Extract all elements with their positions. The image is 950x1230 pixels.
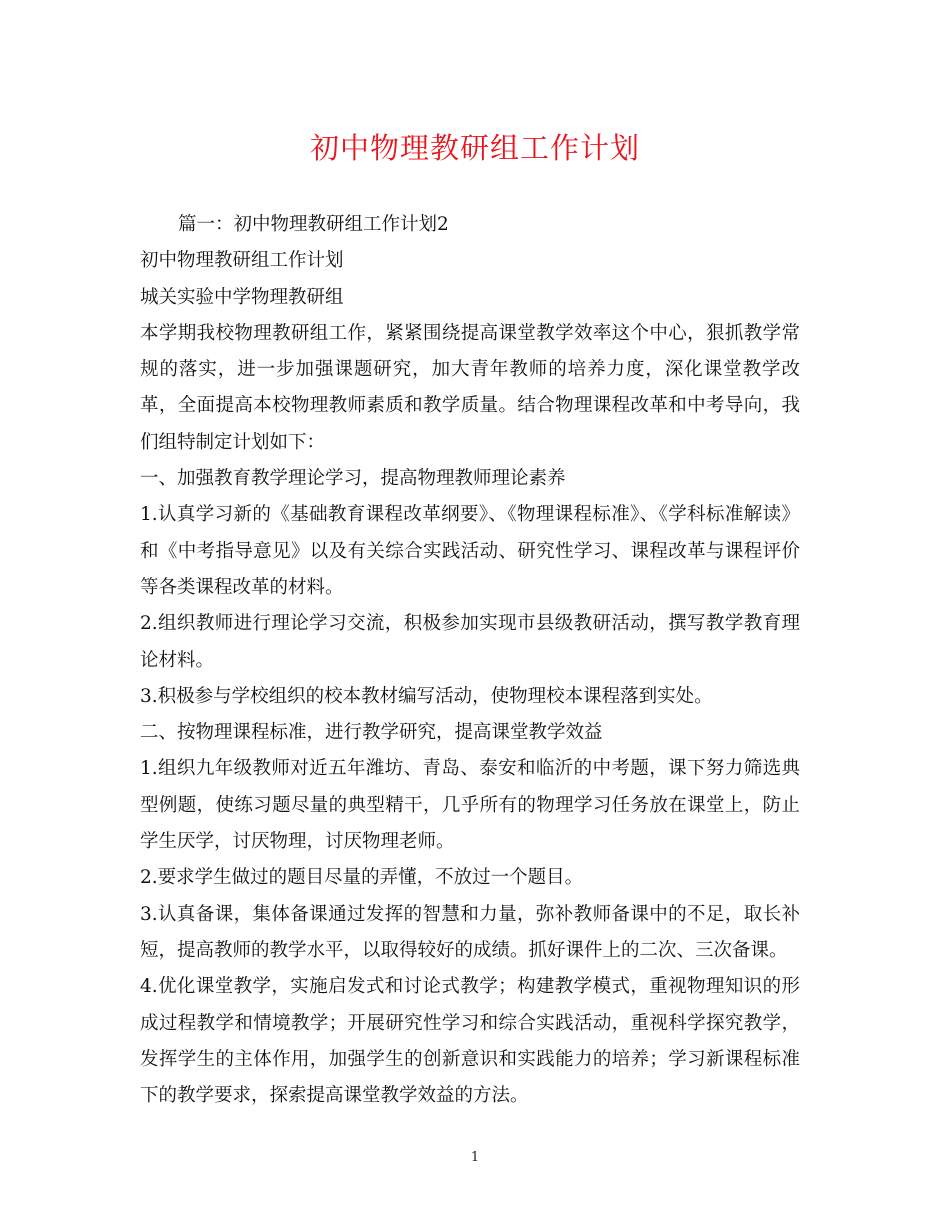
author-group: 城关实验中学物理教研组 <box>140 286 344 308</box>
page-number: 1 <box>470 1150 480 1165</box>
heading-theory-study: 一、加强教育教学理论学习，提高物理教师理论素养 <box>140 468 566 490</box>
plan-title: 初中物理教研组工作计划 <box>140 250 344 272</box>
list-item: 3.积极参与学校组织的校本教材编写活动，使物理校本课程落到实处。 <box>140 685 713 707</box>
list-item: 4.优化课堂教学，实施启发式和讨论式教学；构建教学模式，重视物理知识的形成过程教学和情境教学；开展研究性学习和综合实践活动，重视科学探究教学，发挥学生的主体作用，加强学生的创新意识和实践能力的培养；学习新课程标准下的教学要求，探索提高课堂教学效益的方法。 <box>140 976 800 1107</box>
heading-teaching-research: 二、按物理课程标准，进行教学研究，提高课堂教学效益 <box>140 722 603 744</box>
intro-paragraph: 本学期我校物理教研组工作，紧紧围绕提高课堂教学效率这个中心，狠抓教学常规的落实，进一步加强课题研究，加大青年教师的培养力度，深化课堂教学改革，全面提高本校物理教师素质和教学质量。结合物理课程改革和中考导向，我们组特制定计划如下： <box>140 322 800 453</box>
list-item: 1.认真学习新的《基础教育课程改革纲要》、《物理课程标准》、《学科标准解读》和《中考指导意见》以及有关综合实践活动、研究性学习、课程改革与课程评价等各类课程改革的材料。 <box>140 504 800 598</box>
document-body <box>140 207 800 1114</box>
document-title: 初中物理教研组工作计划 <box>309 131 640 165</box>
section-heading: 篇一：初中物理教研组工作计划2 <box>178 214 449 235</box>
list-item: 2.组织教师进行理论学习交流，积极参加实现市县级教研活动，撰写教学教育理论材料。 <box>140 613 800 671</box>
list-item: 2.要求学生做过的题目尽量的弄懂，不放过一个题目。 <box>140 867 584 889</box>
list-item: 3.认真备课，集体备课通过发挥的智慧和力量，弥补教师备课中的不足，取长补短，提高教师的教学水平，以取得较好的成绩。抓好课件上的二次、三次备课。 <box>140 903 800 961</box>
list-item: 1.组织九年级教师对近五年潍坊、青岛、泰安和临沂的中考题，课下努力筛选典型例题，使练习题尽量的典型精干，几乎所有的物理学习任务放在课堂上，防止学生厌学，讨厌物理，讨厌物理老师。 <box>140 758 800 853</box>
